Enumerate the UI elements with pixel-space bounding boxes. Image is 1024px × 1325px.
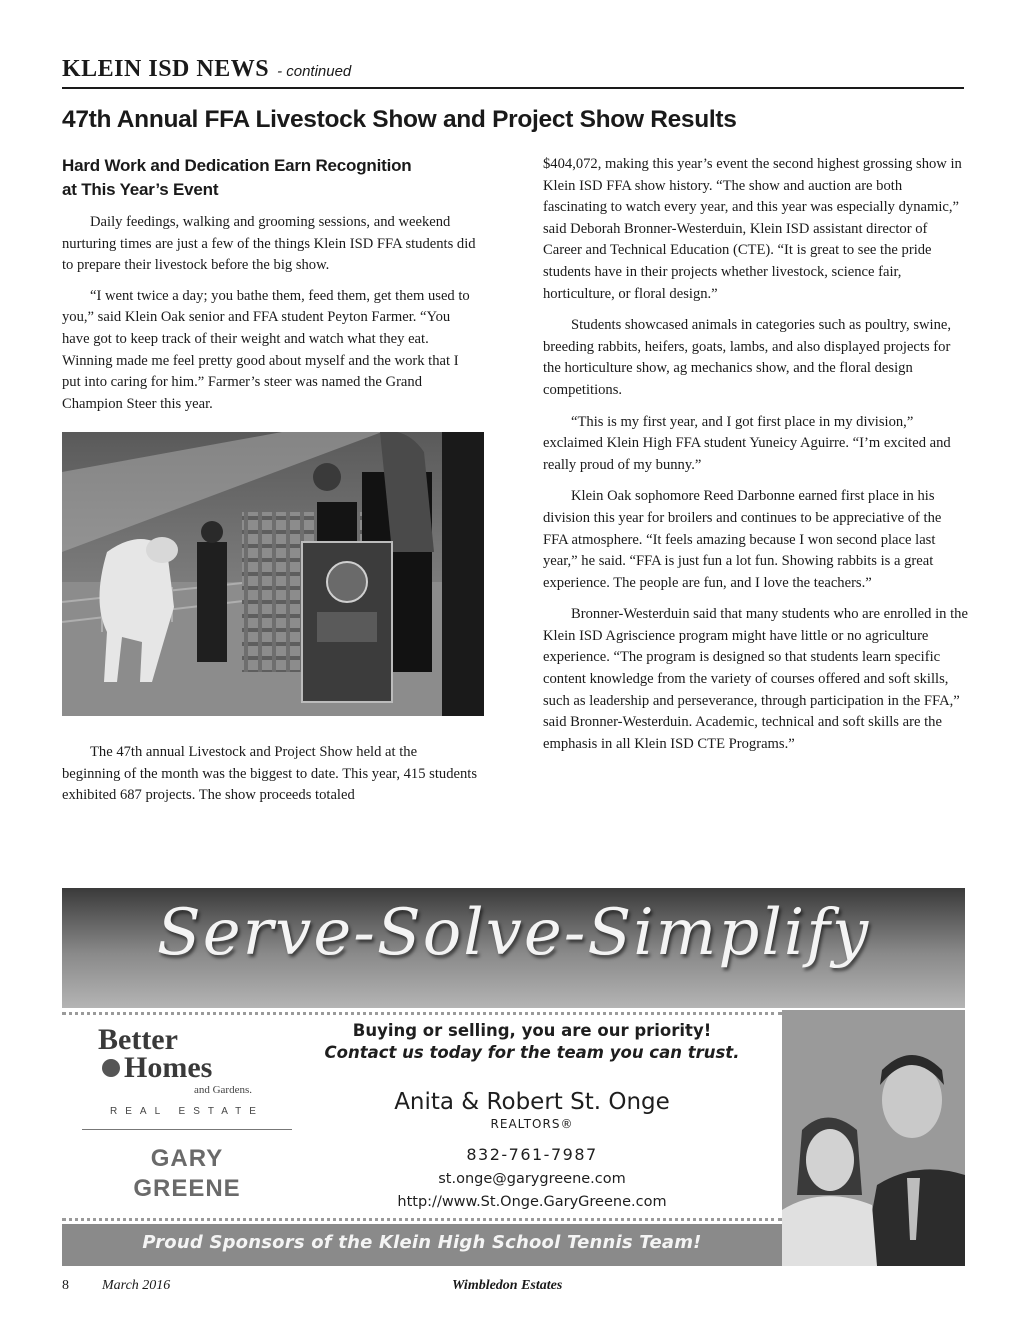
brokerage-logo: [82, 1023, 292, 1204]
paragraph: $404,072, making this year’s event the second highest grossing show in Klein ISD FFA show history. “The show and auction are both fascinating to watch every year, and this year was especially dynamic,” said Deborah Bronner-Westerduin, Klein ISD assistant director of Career and Technical Education (CTE). “It is great to see the pride students have in their projects whether livestock, science fair, horticulture, or floral design.”: [543, 156, 962, 302]
masthead: [62, 56, 964, 89]
brand-real-estate: REAL ESTATE: [82, 1106, 292, 1130]
dotted-divider: [62, 1218, 782, 1221]
ad-line-1: Buying or selling, you are our priority!: [352, 1021, 712, 1040]
sponsor-banner-text: Proud Sponsors of the Klein High School Tennis Team!: [142, 1232, 702, 1253]
agent-phone: 832-761-7987: [466, 1145, 598, 1164]
brand-homes: Homes: [124, 1051, 213, 1084]
paragraph: Klein Oak sophomore Reed Darbonne earned first place in his division this year for broilers and continues to be appreciative of the FFA atmosphere. “It feels amazing because I won second place last year,” he said. “FFA is just fun a lot fun. Showing rabbits is a great experience. The people are fun, and I love the teachers.”: [543, 488, 942, 591]
brand-gary: GARY: [150, 1145, 224, 1172]
right-column: [543, 154, 968, 765]
article-headline: 47th Annual FFA Livestock Show and Project Show Results: [62, 106, 737, 133]
brand-greene: GREENE: [133, 1175, 241, 1202]
ad-line-2: Contact us today for the team you can trust.: [324, 1043, 740, 1062]
photo-illustration: [62, 432, 484, 716]
paragraph: Daily feedings, walking and grooming sessions, and weekend nurturing times are just a few of the things Klein ISD FFA students did to prepare their livestock before the big show.: [62, 214, 476, 274]
paragraph: Bronner-Westerduin said that many students who are enrolled in the Klein ISD Agriscience program might have little or no agriculture experience. “The program is designed so that students learn specific content knowledge from the variety of courses offered and soft skills, such as leadership and perseverance, through participation in the FFA,” said Bronner-Westerduin. Academic, technical and soft skills are the emphasis in all Klein ISD CTE Programs.”: [543, 606, 968, 752]
issue-date: March 2016: [102, 1278, 171, 1293]
subhead-line-2: at This Year’s Event: [62, 180, 219, 199]
realtor-advertisement: [62, 888, 965, 1266]
paragraph: “I went twice a day; you bathe them, feed them, get them used to you,” said Klein Oak senior and FFA student Peyton Farmer. “You have got to keep track of their weight and watch what they eat. Winning made me feel pretty good about myself and the work that I put into caring for him.” Farmer’s steer was named the Grand Champion Steer this year.: [62, 287, 470, 412]
agent-website: http://www.St.Onge.GaryGreene.com: [397, 1194, 667, 1210]
portrait-illustration: [782, 1010, 965, 1266]
livestock-show-photo: [62, 432, 484, 716]
agent-email: st.onge@garygreene.com: [438, 1171, 626, 1187]
continued-label: - continued: [277, 63, 352, 80]
subhead-line-1: Hard Work and Dedication Earn Recognition: [62, 156, 412, 175]
agent-title: REALTORS®: [490, 1117, 574, 1131]
ad-slogan: Serve-Solve-Simplify: [156, 896, 871, 970]
leaf-logo-icon: [102, 1059, 120, 1077]
paragraph: The 47th annual Livestock and Project Show held at the beginning of the month was the biggest to date. This year, 415 students exhibited 687 projects. The show proceeds totaled: [62, 744, 478, 804]
paragraph: Students showcased animals in categories such as poultry, swine, breeding rabbits, heifers, goats, lambs, and also displayed projects for the horticulture show, ag mechanics show, and the floral design competitions.: [543, 317, 952, 398]
sponsor-banner: [62, 1224, 782, 1266]
left-column: [62, 154, 477, 424]
page-number: 8: [62, 1278, 69, 1293]
ad-header: [62, 888, 965, 1008]
left-bottom-column: [62, 742, 477, 807]
ad-contact-block: [292, 1020, 772, 1212]
dotted-divider: [62, 1012, 782, 1015]
agents-portrait: [782, 1010, 965, 1266]
section-name: KLEIN ISD NEWS: [62, 56, 270, 82]
publication-name: Wimbledon Estates: [452, 1278, 563, 1293]
article-subhead: [62, 154, 477, 202]
paragraph: “This is my first year, and I got first place in my division,” exclaimed Klein High FFA student Yuneicy Aguirre. “I’m excited and really proud of my bunny.”: [543, 413, 951, 473]
agent-names: Anita & Robert St. Onge: [394, 1089, 670, 1115]
brand-gardens: and Gardens.: [193, 1084, 252, 1096]
brand-homes-row: [82, 1051, 292, 1084]
brand-better: Better: [98, 1023, 178, 1056]
